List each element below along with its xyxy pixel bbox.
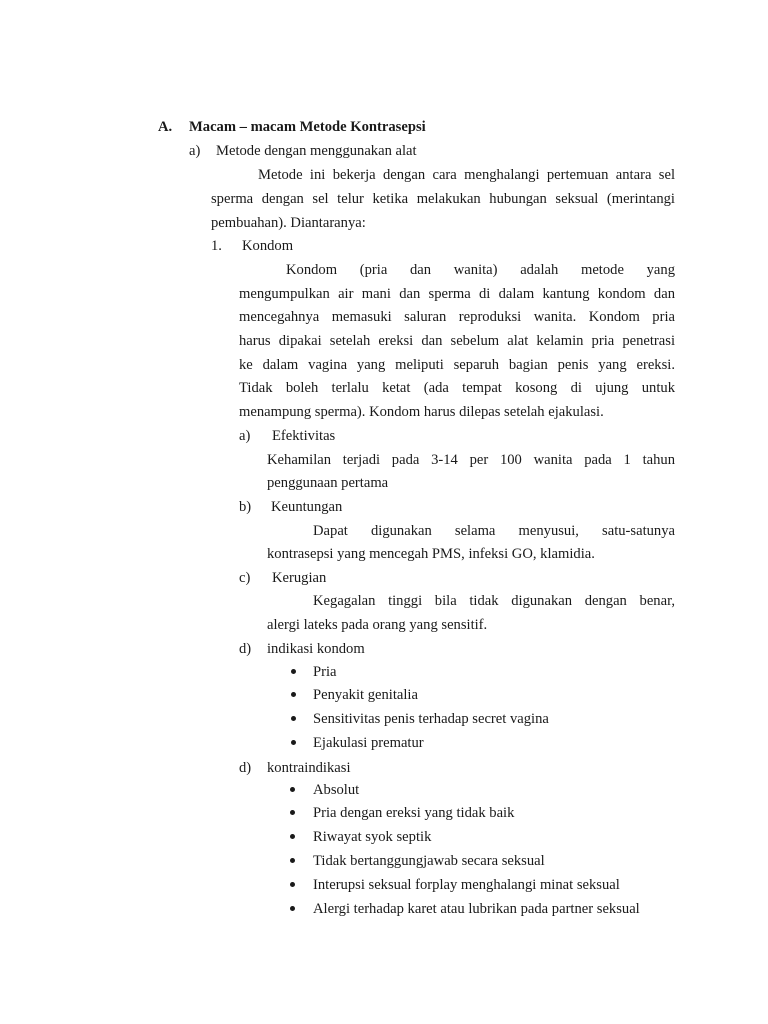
desc-line-1: Kondom (pria dan wanita) adalah metode yang bbox=[286, 262, 675, 278]
keuntungan-title: Keuntungan bbox=[271, 499, 343, 515]
bullet-icon bbox=[291, 692, 296, 697]
section-label: A. bbox=[158, 119, 173, 135]
kontraindikasi-item: Interupsi seksual forplay menghalangi minat seksual bbox=[313, 877, 620, 893]
bullet-icon bbox=[290, 906, 295, 911]
keuntungan-line-1: Dapat digunakan selama menyusui, satu-satunya bbox=[313, 523, 675, 539]
efektivitas-line-1: Kehamilan terjadi pada 3-14 per 100 wanita pada 1 tahun bbox=[267, 452, 675, 468]
bullet-icon bbox=[291, 669, 296, 674]
subsection-label: a) bbox=[189, 143, 201, 159]
indikasi-item: Pria bbox=[313, 664, 337, 680]
kontraindikasi-item: Pria dengan ereksi yang tidak baik bbox=[313, 805, 515, 821]
desc-line-6: Tidak boleh terlalu ketat (ada tempat kosong di ujung untuk bbox=[239, 380, 675, 396]
bullet-icon bbox=[290, 787, 295, 792]
intro-line-2: sperma dengan sel telur ketika melakukan hubungan seksual (merintangi bbox=[211, 191, 675, 207]
kontraindikasi-item: Riwayat syok septik bbox=[313, 829, 432, 845]
keuntungan-line-2: kontrasepsi yang mencegah PMS, infeksi GO, klamidia. bbox=[267, 546, 595, 562]
subsection-title: Metode dengan menggunakan alat bbox=[216, 143, 417, 159]
efektivitas-label: a) bbox=[239, 428, 251, 444]
kontraindikasi-title: kontraindikasi bbox=[267, 760, 351, 776]
item-title: Kondom bbox=[242, 238, 294, 254]
indikasi-title: indikasi kondom bbox=[267, 641, 365, 657]
bullet-icon bbox=[291, 716, 296, 721]
indikasi-item: Ejakulasi prematur bbox=[313, 735, 424, 751]
kontraindikasi-item: Tidak bertanggungjawab secara seksual bbox=[313, 853, 545, 869]
keuntungan-label: b) bbox=[239, 499, 252, 515]
desc-line-3: mencegahnya memasuki saluran reproduksi wanita. Kondom pria bbox=[239, 309, 675, 325]
desc-line-5: ke dalam vagina yang meliputi separuh bagian penis yang ereksi. bbox=[239, 357, 675, 373]
kontraindikasi-label: d) bbox=[239, 760, 252, 776]
desc-line-4: harus dipakai setelah ereksi dan sebelum alat kelamin pria penetrasi bbox=[239, 333, 675, 349]
desc-line-2: mengumpulkan air mani dan sperma di dalam kantung kondom dan bbox=[239, 286, 675, 302]
indikasi-label: d) bbox=[239, 641, 252, 657]
kerugian-line-2: alergi lateks pada orang yang sensitif. bbox=[267, 617, 488, 633]
kerugian-label: c) bbox=[239, 570, 251, 586]
indikasi-item: Sensitivitas penis terhadap secret vagina bbox=[313, 711, 549, 727]
kontraindikasi-item: Alergi terhadap karet atau lubrikan pada partner seksual bbox=[313, 901, 640, 917]
bullet-icon bbox=[290, 882, 295, 887]
section-title: Macam – macam Metode Kontrasepsi bbox=[189, 119, 426, 135]
bullet-icon bbox=[290, 834, 295, 839]
intro-line-1: Metode ini bekerja dengan cara menghalangi pertemuan antara sel bbox=[258, 167, 675, 183]
efektivitas-title: Efektivitas bbox=[272, 428, 336, 444]
kontraindikasi-item: Absolut bbox=[313, 782, 360, 798]
bullet-icon bbox=[290, 810, 295, 815]
intro-line-3: pembuahan). Diantaranya: bbox=[211, 215, 366, 231]
efektivitas-line-2: penggunaan pertama bbox=[267, 475, 389, 491]
desc-line-7: menampung sperma). Kondom harus dilepas setelah ejakulasi. bbox=[239, 404, 604, 420]
bullet-icon bbox=[291, 740, 296, 745]
item-label: 1. bbox=[211, 238, 222, 254]
kerugian-line-1: Kegagalan tinggi bila tidak digunakan dengan benar, bbox=[313, 593, 675, 609]
indikasi-item: Penyakit genitalia bbox=[313, 687, 418, 703]
bullet-icon bbox=[290, 858, 295, 863]
kerugian-title: Kerugian bbox=[272, 570, 327, 586]
